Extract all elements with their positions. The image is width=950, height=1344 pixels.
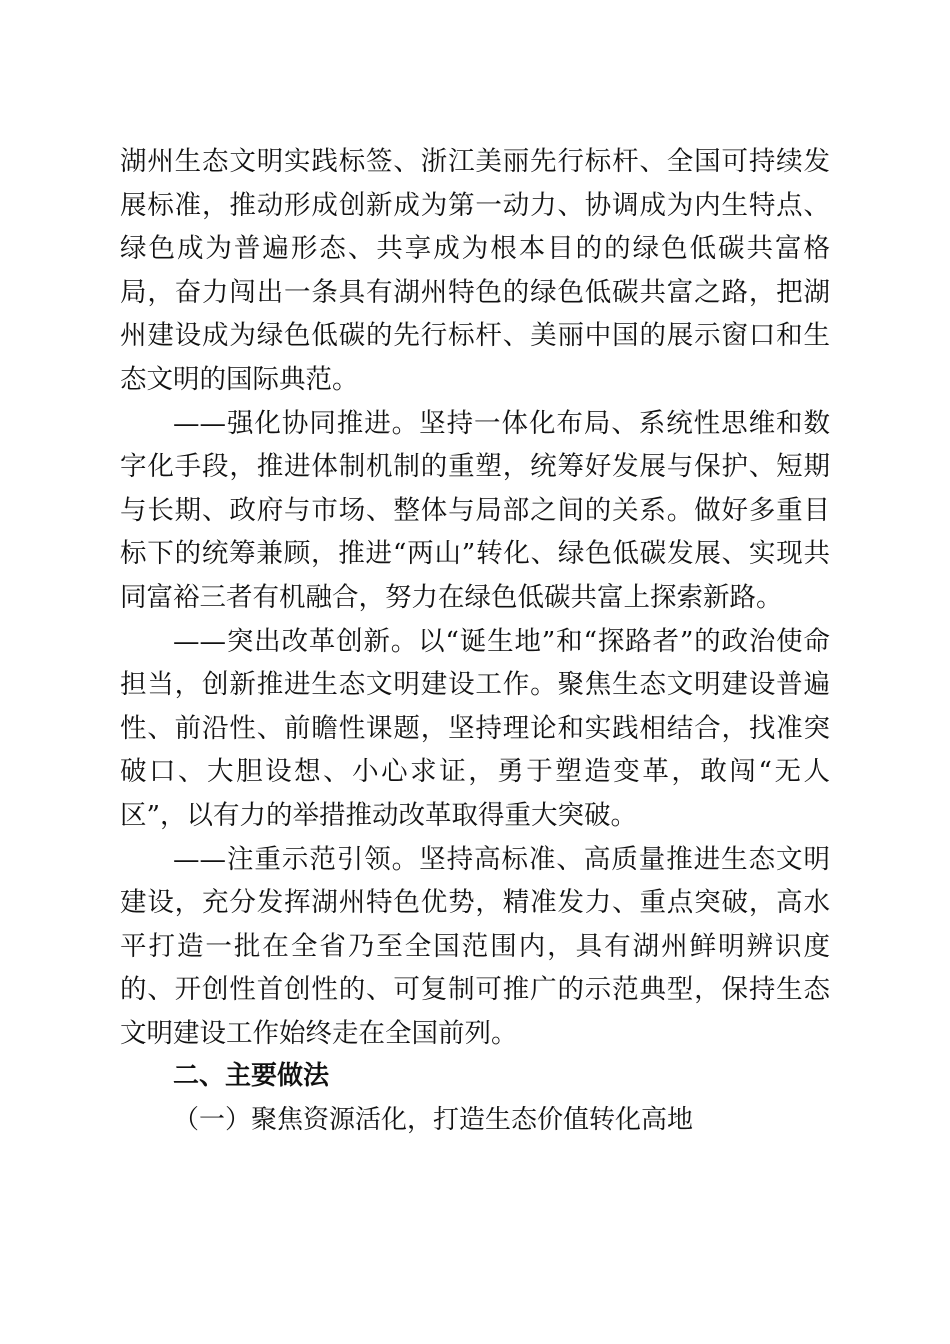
- section-heading: 二、主要做法: [173, 1061, 330, 1092]
- paragraph-demonstration: ——注重示范引领。坚持高标准、高质量推进生态文明建设，充分发挥湖州特色优势，精准发力、重点突破，高水平打造一批在全省乃至全国范围内，具有湖州鲜明辨识度的、开创性首创性的、可复制可推广的示范典型，保持生态文明建设工作始终走在全国前列。: [120, 843, 830, 1049]
- paragraph-continuation: 湖州生态文明实践标签、浙江美丽先行标杆、全国可持续发展标准，推动形成创新成为第一动力、协调成为内生特点、绿色成为普遍形态、共享成为根本目的的绿色低碳共富格局，奋力闯出一条具有湖州特色的绿色低碳共富之路，把湖州建设成为绿色低碳的先行标杆、美丽中国的展示窗口和生态文明的国际典范。: [120, 146, 830, 395]
- paragraph-coordination: ——强化协同推进。坚持一体化布局、系统性思维和数字化手段，推进体制机制的重塑，统筹好发展与保护、短期与长期、政府与市场、整体与局部之间的关系。做好多重目标下的统筹兼顾，推进“两山”转化、绿色低碳发展、实现共同富裕三者有机融合，努力在绿色低碳共富上探索新路。: [120, 407, 830, 613]
- subsection-heading: （一）聚焦资源活化，打造生态价值转化高地: [173, 1105, 694, 1136]
- paragraph-reform: ——突出改革创新。以“诞生地”和“探路者”的政治使命担当，创新推进生态文明建设工作。聚焦生态文明建设普遍性、前沿性、前瞻性课题，坚持理论和实践相结合，找准突破口、大胆设想、小心求证，勇于塑造变革，敢闯“无人区”，以有力的举措推动改革取得重大突破。: [120, 625, 830, 831]
- document-body: [120, 140, 830, 1143]
